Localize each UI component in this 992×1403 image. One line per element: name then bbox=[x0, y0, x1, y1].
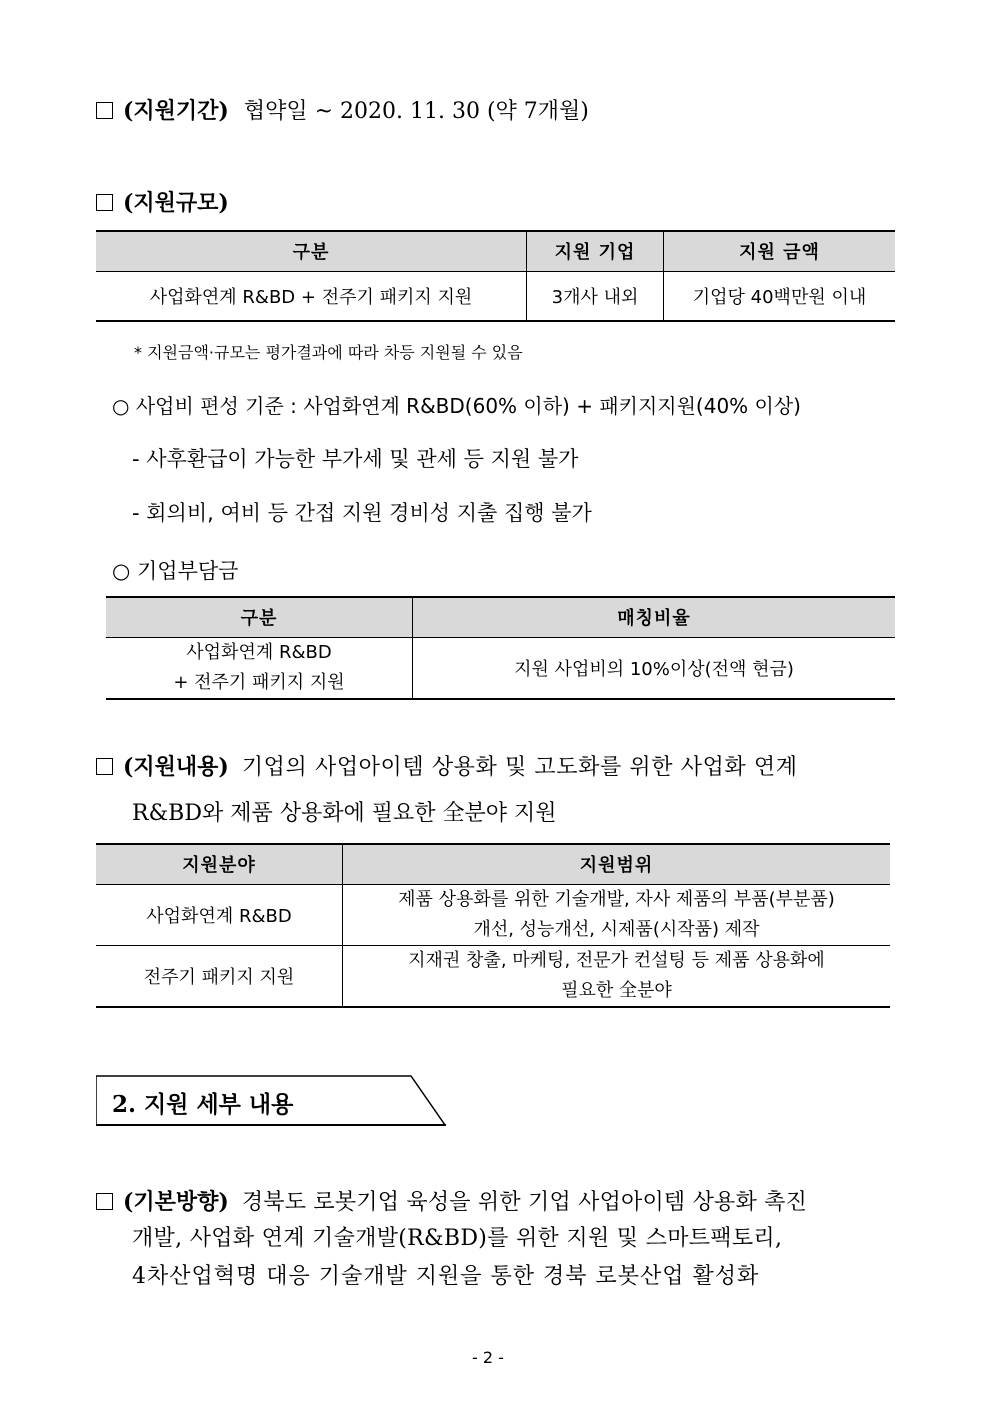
content-line-1: 기업의 사업아이템 상용화 및 고도화를 위한 사업화 연계 bbox=[241, 755, 798, 780]
scale-heading bbox=[96, 186, 229, 217]
checkbox-square-icon bbox=[96, 1193, 113, 1210]
scale-table-header: 지원 금액 bbox=[664, 231, 896, 271]
scale-table-cell: 사업화연계 R&BD + 전주기 패키지 지원 bbox=[96, 271, 527, 321]
content-scope bbox=[343, 945, 891, 1007]
content-scope-line: 필요한 全분야 bbox=[561, 979, 672, 1001]
burden-title: ○ 기업부담금 bbox=[112, 559, 239, 583]
content-table bbox=[96, 843, 890, 1008]
budget-dash-2: - 회의비, 여비 등 간접 지원 경비성 지출 집행 불가 bbox=[132, 501, 592, 525]
content-label: (지원내용) bbox=[123, 754, 229, 780]
checkbox-square-icon bbox=[96, 194, 113, 211]
scale-table-header: 구분 bbox=[96, 231, 527, 271]
content-scope-line: 지재권 창출, 마케팅, 전문가 컨설팅 등 제품 상용화에 bbox=[408, 949, 825, 971]
content-scope-line: 개선, 성능개선, 시제품(시작품) 제작 bbox=[473, 918, 760, 940]
burden-table-header: 매칭비율 bbox=[413, 597, 896, 637]
table-row bbox=[106, 637, 895, 699]
content-field: 사업화연계 R&BD bbox=[96, 884, 343, 945]
burden-row-label-1: 사업화연계 R&BD bbox=[186, 641, 332, 663]
checkbox-square-icon bbox=[96, 758, 113, 775]
scale-label: (지원규모) bbox=[123, 190, 229, 216]
content-field: 전주기 패키지 지원 bbox=[96, 945, 343, 1007]
basic-line-2: 개발, 사업화 연계 기술개발(R&BD)를 위한 지원 및 스마트팩토리, bbox=[132, 1226, 783, 1251]
content-table-header: 지원범위 bbox=[343, 844, 891, 884]
basic-heading bbox=[96, 1185, 807, 1216]
budget-dash-1: - 사후환급이 가능한 부가세 및 관세 등 지원 불가 bbox=[132, 447, 579, 471]
checkbox-square-icon bbox=[96, 102, 113, 119]
table-row bbox=[96, 945, 890, 1007]
scale-table-cell: 3개사 내외 bbox=[527, 271, 664, 321]
period-heading bbox=[96, 94, 589, 125]
page-number: - 2 - bbox=[472, 1348, 504, 1367]
basic-line-1: 경북도 로봇기업 육성을 위한 기업 사업아이템 상용화 촉진 bbox=[241, 1190, 808, 1215]
scale-note: * 지원금액·규모는 평가결과에 따라 차등 지원될 수 있음 bbox=[134, 343, 523, 362]
content-scope-line: 제품 상용화를 위한 기술개발, 자사 제품의 부품(부분품) bbox=[398, 888, 835, 910]
burden-table-cell bbox=[106, 637, 413, 699]
content-scope bbox=[343, 884, 891, 945]
period-label: (지원기간) bbox=[123, 98, 229, 124]
burden-row-label-2: + 전주기 패키지 지원 bbox=[173, 671, 345, 693]
section-title: 2. 지원 세부 내용 bbox=[112, 1091, 294, 1118]
table-row bbox=[96, 271, 895, 321]
table-row bbox=[96, 884, 890, 945]
content-table-header: 지원분야 bbox=[96, 844, 343, 884]
burden-table bbox=[106, 596, 895, 700]
burden-table-header: 구분 bbox=[106, 597, 413, 637]
content-heading bbox=[96, 750, 798, 781]
scale-table-header: 지원 기업 bbox=[527, 231, 664, 271]
period-text: 협약일 ~ 2020. 11. 30 (약 7개월) bbox=[243, 99, 589, 124]
content-line-2: R&BD와 제품 상용화에 필요한 全분야 지원 bbox=[132, 801, 557, 826]
scale-table bbox=[96, 230, 895, 322]
scale-table-cell: 기업당 40백만원 이내 bbox=[664, 271, 896, 321]
budget-rule: ○ 사업비 편성 기준 : 사업화연계 R&BD(60% 이하) + 패키지지원(40% 이상) bbox=[112, 394, 801, 418]
burden-row-value: 지원 사업비의 10%이상(전액 현금) bbox=[413, 637, 896, 699]
basic-label: (기본방향) bbox=[123, 1189, 229, 1215]
basic-line-3: 4차산업혁명 대응 기술개발 지원을 통한 경북 로봇산업 활성화 bbox=[132, 1264, 760, 1289]
